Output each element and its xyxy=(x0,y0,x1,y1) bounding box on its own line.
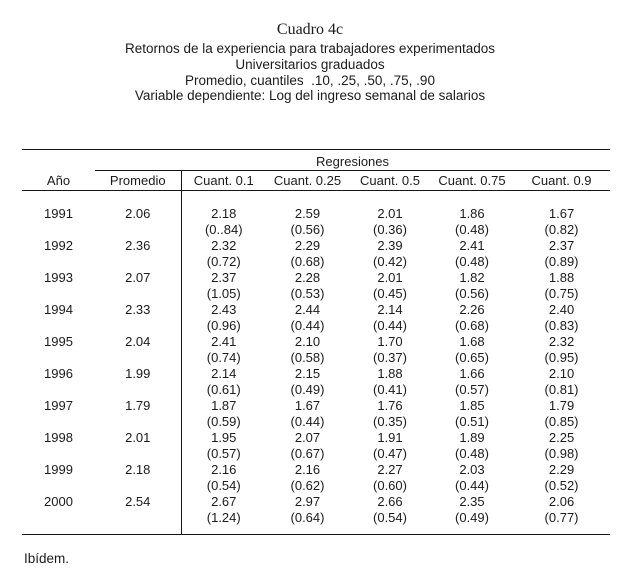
group-header: Regresiones xyxy=(95,150,610,171)
table-cell: 1.85 xyxy=(459,398,485,414)
table-cell: 1997 xyxy=(44,398,73,414)
table-cell: 2.43 xyxy=(181,302,266,318)
table-cell: (0.75) xyxy=(544,286,579,302)
table-cell: 1.86 xyxy=(459,206,485,222)
table-cell: (0.44) xyxy=(290,318,325,334)
table-row xyxy=(22,414,610,430)
table-cell: 2.39 xyxy=(377,238,403,254)
table-cell: (0.54) xyxy=(373,509,407,525)
table-cell: (0.53) xyxy=(290,286,325,302)
table-cell: (0.48) xyxy=(455,446,489,462)
table-cell: 2.15 xyxy=(294,366,321,382)
table-row xyxy=(22,350,610,366)
table-cell: 1.67 xyxy=(294,398,321,414)
table-cell: 2.10 xyxy=(548,366,575,382)
table-row xyxy=(22,398,610,414)
table-cell: (0.36) xyxy=(373,222,407,238)
table-cell: 1992 xyxy=(44,238,73,254)
table-cell: (0.49) xyxy=(290,382,325,398)
table-row xyxy=(22,318,610,334)
table-cell: (0.58) xyxy=(290,350,325,366)
table-cell: (0..84) xyxy=(181,222,266,238)
table-cell: (0.64) xyxy=(290,509,325,525)
column-header-cuant-075: Cuant. 0.75 xyxy=(431,171,513,191)
table-cell xyxy=(22,350,95,366)
column-header-promedio: Promedio xyxy=(95,171,181,191)
table-cell: 2.26 xyxy=(459,302,485,318)
table-cell: 2.97 xyxy=(294,494,321,510)
table-cell: (0.56) xyxy=(455,286,489,302)
table-cell xyxy=(513,191,610,206)
table-cell: 2.01 xyxy=(377,270,403,286)
table-cell: 1995 xyxy=(44,334,73,350)
table-cell: 2.37 xyxy=(548,238,575,254)
table-cell: 1.76 xyxy=(377,398,403,414)
table-row xyxy=(22,206,610,222)
table-cell: (0.44) xyxy=(373,318,407,334)
table-cell: 2.16 xyxy=(181,462,266,478)
table-cell: 1.68 xyxy=(459,334,485,350)
table-cell: 2.41 xyxy=(459,238,485,254)
table-cell: (1.05) xyxy=(181,286,266,302)
table-cell: 1991 xyxy=(44,206,73,222)
table-cell: (0.67) xyxy=(290,446,325,462)
column-header-cuant-05: Cuant. 0.5 xyxy=(349,171,431,191)
column-header-cuant-09: Cuant. 0.9 xyxy=(513,171,610,191)
table-cell: 1993 xyxy=(44,270,73,286)
table-body xyxy=(22,191,610,535)
table-cell: (0.56) xyxy=(290,222,325,238)
table-cell xyxy=(95,191,181,206)
table-row xyxy=(22,382,610,398)
subtitle-line: Promedio, cuantiles .10, .25, .50, .75, .90 xyxy=(185,72,435,88)
table-cell: 2.14 xyxy=(377,302,403,318)
table-cell: (1.24) xyxy=(181,510,266,535)
table-cell xyxy=(349,191,431,206)
column-header-cuant-025: Cuant. 0.25 xyxy=(266,171,349,191)
table-cell: (0.37) xyxy=(373,350,407,366)
table-cell: 2.29 xyxy=(294,238,321,254)
table-cell: 2.03 xyxy=(459,462,485,478)
table-row xyxy=(22,302,610,318)
table-cell: 2.35 xyxy=(459,494,485,510)
table-cell: (0.42) xyxy=(373,254,407,270)
table-cell: 2.10 xyxy=(294,334,321,350)
table-cell: (0.83) xyxy=(544,318,579,334)
table-cell: (0.81) xyxy=(544,382,579,398)
table-cell: 2.01 xyxy=(125,430,151,446)
table-cell: (0.48) xyxy=(455,222,489,238)
table-cell xyxy=(22,222,95,238)
table-cell xyxy=(22,318,95,334)
table-row xyxy=(22,494,610,510)
table-cell xyxy=(95,510,181,535)
table-row xyxy=(22,430,610,446)
table-cell: 2.59 xyxy=(294,206,321,222)
table-cell: (0.48) xyxy=(455,254,489,270)
table-cell: (0.96) xyxy=(181,318,266,334)
subtitle-line: Variable dependiente: Log del ingreso semanal de salarios xyxy=(134,88,486,104)
table-cell: 1.88 xyxy=(548,270,575,286)
table-cell: 2.33 xyxy=(125,302,151,318)
table-cell: 2.37 xyxy=(181,270,266,286)
table-cell xyxy=(22,478,95,494)
table-cell: 2.41 xyxy=(181,334,266,350)
table-cell xyxy=(22,191,95,206)
table-cell: (0.60) xyxy=(373,478,407,494)
table-cell: 2.16 xyxy=(294,462,321,478)
table-cell: 2.66 xyxy=(377,494,403,510)
table-cell xyxy=(95,382,181,398)
table-cell: 2.36 xyxy=(125,238,151,254)
table-cell: 2.07 xyxy=(125,270,151,286)
table-cell xyxy=(95,286,181,302)
table-cell: 1.79 xyxy=(548,398,575,414)
table-cell: (0.82) xyxy=(544,222,579,238)
table-cell xyxy=(22,446,95,462)
table-cell: (0.44) xyxy=(455,478,489,494)
table-cell: 1.89 xyxy=(459,430,485,446)
table-row xyxy=(22,254,610,270)
table-cell: 2.27 xyxy=(377,462,403,478)
table-row xyxy=(22,510,610,535)
page-title: Cuadro 4c xyxy=(276,21,344,38)
table-cell: 2.18 xyxy=(181,206,266,222)
subtitle-line: Retornos de la experiencia para trabajadores experimentados xyxy=(125,41,495,56)
table-cell: (0.52) xyxy=(544,478,579,494)
table-cell: 1.87 xyxy=(181,398,266,414)
table-cell: 2.18 xyxy=(125,462,151,478)
column-header-year: Año xyxy=(22,171,95,191)
table-cell: (0.41) xyxy=(373,382,407,398)
table-cell: 2.01 xyxy=(377,206,403,222)
table-row xyxy=(22,446,610,462)
table-cell: (0.61) xyxy=(181,382,266,398)
title-block xyxy=(0,0,620,104)
table-cell: 2.14 xyxy=(181,366,266,382)
table-cell: 1.70 xyxy=(377,334,403,350)
table-cell xyxy=(22,254,95,270)
table-cell: 2.44 xyxy=(294,302,321,318)
table-cell: 2.06 xyxy=(548,494,575,510)
table-cell: (0.95) xyxy=(544,350,579,366)
table-cell: 2.40 xyxy=(548,302,575,318)
table-cell: 2.04 xyxy=(125,334,151,350)
table-cell: (0.54) xyxy=(181,478,266,494)
table-cell xyxy=(95,478,181,494)
table-cell: 1.99 xyxy=(125,366,151,382)
table-cell: (0.35) xyxy=(373,414,407,430)
table-cell: 2.54 xyxy=(125,494,151,510)
table-cell xyxy=(22,510,95,535)
table-cell xyxy=(431,191,513,206)
table-row xyxy=(22,270,610,286)
table-cell: 2.07 xyxy=(294,430,321,446)
table-row xyxy=(22,462,610,478)
table-cell: 1.95 xyxy=(181,430,266,446)
table-cell: (0.51) xyxy=(455,414,489,430)
table-cell: 1.67 xyxy=(548,206,575,222)
table-cell: 2.29 xyxy=(548,462,575,478)
table-cell xyxy=(95,350,181,366)
table-cell: (0.68) xyxy=(290,254,325,270)
table-cell xyxy=(95,446,181,462)
table-cell: 1.82 xyxy=(459,270,485,286)
table-cell xyxy=(95,222,181,238)
table-cell: (0.57) xyxy=(181,446,266,462)
table-cell: (0.65) xyxy=(455,350,489,366)
table-cell: 1.79 xyxy=(125,398,151,414)
table-cell: (0.47) xyxy=(373,446,407,462)
table-cell: (0.57) xyxy=(455,382,489,398)
table-cell: 1996 xyxy=(44,366,73,382)
table-cell: (0.85) xyxy=(544,414,579,430)
table-cell: (0.72) xyxy=(181,254,266,270)
group-header-row xyxy=(22,150,610,171)
table-cell: 1994 xyxy=(44,302,73,318)
table-cell: 2.06 xyxy=(125,206,151,222)
table-cell: 2.32 xyxy=(548,334,575,350)
table-row xyxy=(22,286,610,302)
table-cell: (0.45) xyxy=(373,286,407,302)
table-cell: (0.44) xyxy=(290,414,325,430)
table-cell: (0.74) xyxy=(181,350,266,366)
table-row xyxy=(22,222,610,238)
corner-cell xyxy=(22,150,95,171)
table-row xyxy=(22,334,610,350)
table-cell: 2.32 xyxy=(181,238,266,254)
table-cell: 2.25 xyxy=(548,430,575,446)
subtitle-line: Universitarios graduados xyxy=(235,56,385,72)
table-cell: (0.77) xyxy=(544,509,579,525)
table-cell xyxy=(95,414,181,430)
column-header-cuant-01: Cuant. 0.1 xyxy=(181,171,266,191)
table-cell xyxy=(95,254,181,270)
table-cell: (0.68) xyxy=(455,318,489,334)
table-cell: (0.98) xyxy=(544,446,579,462)
table-cell: 2000 xyxy=(44,494,73,510)
table-cell: (0.89) xyxy=(544,254,579,270)
table-cell: (0.59) xyxy=(181,414,266,430)
table-cell: 1999 xyxy=(44,462,73,478)
table-cell xyxy=(181,191,266,206)
table-row xyxy=(22,478,610,494)
table-cell: (0.62) xyxy=(290,478,325,494)
table-cell: (0.49) xyxy=(455,509,489,525)
table-cell: 1.66 xyxy=(459,366,485,382)
table-cell: 1998 xyxy=(44,430,73,446)
table-cell: 2.28 xyxy=(294,270,321,286)
column-header-row xyxy=(22,171,610,191)
table-spacer-row xyxy=(22,191,610,206)
footnote: Ibídem. xyxy=(24,550,70,566)
table-cell: 1.88 xyxy=(377,366,403,382)
table-cell xyxy=(266,191,349,206)
table-cell: 1.91 xyxy=(377,430,403,446)
table-cell xyxy=(95,318,181,334)
table-cell: 2.67 xyxy=(181,494,266,510)
table-cell xyxy=(22,286,95,302)
table-row xyxy=(22,238,610,254)
table-row xyxy=(22,366,610,382)
table-cell xyxy=(22,414,95,430)
table-cell xyxy=(22,382,95,398)
regressions-table xyxy=(22,149,610,535)
